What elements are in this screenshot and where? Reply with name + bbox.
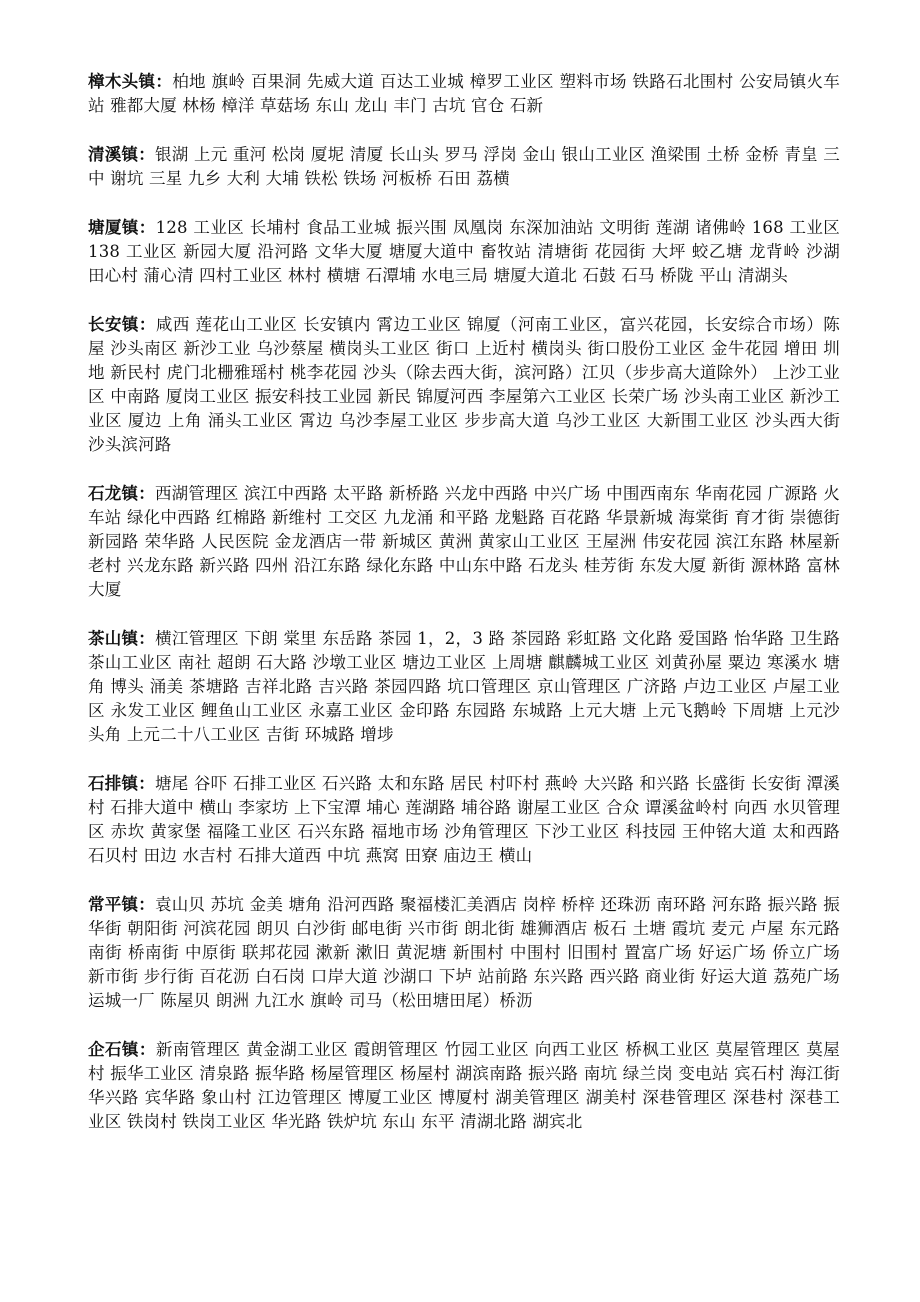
- town-areas: 塘尾 谷吓 石排工业区 石兴路 太和东路 居民 村吓村 燕岭 大兴路 和兴路 长盛街 长安街 潭溪村 石排大道中 横山 李家坊 上下宝潭 埔心 莲湖路 埔谷路 谢屋工业区 合众 谭溪盆岭村 向西 水贝管理区 赤坎 黄家堡 福隆工业区 石兴东路 福地市场 沙角管理区 下沙工业区 科技园 王仲铭大道 太和西路 石贝村 田边 水吉村 石排大道西 中坑 燕窝 田寮 庙边王 横山: [88, 774, 840, 865]
- town-entry-chashan: [88, 627, 840, 747]
- town-entry-shipai: [88, 772, 840, 868]
- town-areas: 横江管理区 下朗 棠里 东岳路 茶园 1，2，3 路 茶园路 彩虹路 文化路 爱国路 怡华路 卫生路 茶山工业区 南社 超朗 石大路 沙墩工业区 塘边工业区 上周塘 麒麟城工业区 刘黄孙屋 粟边 寒溪水 塘角 博头 涌美 茶塘路 吉祥北路 吉兴路 茶园四路 坑口管理区 京山管理区 广济路 卢边工业区 卢屋工业区 永发工业区 鲤鱼山工业区 永嘉工业区 金印路 东园路 东城路 上元大塘 上元飞鹅岭 下周塘 上元沙头角 上元二十八工业区 吉街 环城路 增埗: [88, 629, 840, 744]
- town-name: 石排镇：: [88, 774, 155, 793]
- town-areas: 袁山贝 苏坑 金美 塘角 沿河西路 聚福楼汇美酒店 岗梓 桥梓 还珠沥 南环路 河东路 振兴路 振华街 朝阳街 河滨花园 朗贝 白沙街 邮电街 兴市街 朗北街 雄狮酒店 板石 土塘 霞坑 麦元 卢屋 东元路 南街 桥南街 中原街 联邦花园 漱新 漱旧 黄泥塘 新围村 中围村 旧围村 置富广场 好运广场 侨立广场 新市街 步行街 百花沥 白石岗 口岸大道 沙湖口 下垆 站前路 东兴路 西兴路 商业街 好运大道 荔苑广场 运城一厂 陈屋贝 朗洲 九江水 旗岭 司马（松田塘田尾）桥沥: [88, 895, 840, 1010]
- town-entry-shilong: [88, 482, 840, 602]
- town-areas: 柏地 旗岭 百果洞 先威大道 百达工业城 樟罗工业区 塑料市场 铁路石北围村 公安局镇火车站 雅都大厦 林杨 樟洋 草菇场 东山 龙山 丰门 古坑 官仓 石新: [88, 72, 840, 115]
- town-entry-qingxi: [88, 143, 840, 191]
- town-entry-changping: [88, 893, 840, 1013]
- town-name: 石龙镇：: [88, 484, 155, 503]
- document-page: [88, 70, 840, 1159]
- town-name: 茶山镇：: [88, 629, 156, 648]
- town-entry-changan: [88, 313, 840, 457]
- town-name: 清溪镇：: [88, 145, 155, 164]
- town-name: 企石镇：: [88, 1040, 156, 1059]
- town-name: 塘厦镇：: [88, 218, 156, 237]
- town-name: 樟木头镇：: [88, 72, 173, 91]
- town-areas: 128 工业区 长埔村 食品工业城 振兴围 凤凰岗 东深加油站 文明街 莲湖 诸佛岭 168 工业区 138 工业区 新园大厦 沿河路 文华大厦 塘厦大道中 畜牧站 清塘街 花园街 大坪 蛟乙塘 龙背岭 沙湖 田心村 蒲心清 四村工业区 林村 横塘 石潭埔 水电三局 塘厦大道北 石鼓 石马 桥陇 平山 清湖头: [88, 218, 840, 285]
- town-name: 长安镇：: [88, 315, 156, 334]
- town-entry-qishi: [88, 1038, 840, 1134]
- town-name: 常平镇：: [88, 895, 155, 914]
- town-entry-zhangmutou: [88, 70, 840, 118]
- town-areas: 咸西 莲花山工业区 长安镇内 霄边工业区 锦厦（河南工业区，富兴花园，长安综合市场）陈屋 沙头南区 新沙工业 乌沙蔡屋 横岗头工业区 街口 上近村 横岗头 街口股份工业区 金牛花园 增田 圳地 新民村 虎门北栅雅瑶村 桃李花园 沙头（除去西大街，滨河路）江贝（步步高大道除外） 上沙工业区 中南路 厦岗工业区 振安科技工业园 新民 锦厦河西 李屋第六工业区 长荣广场 沙头南工业区 新沙工业区 厦边 上角 涌头工业区 霄边 乌沙李屋工业区 步步高大道 乌沙工业区 大新围工业区 沙头西大街 沙头滨河路: [88, 315, 840, 454]
- town-areas: 银湖 上元 重河 松岗 厦坭 清厦 长山头 罗马 浮岗 金山 银山工业区 渔梁围 土桥 金桥 青皇 三中 谢坑 三星 九乡 大利 大埔 铁松 铁场 河板桥 石田 荔横: [88, 145, 840, 188]
- town-entry-tangxia: [88, 216, 840, 288]
- town-areas: 新南管理区 黄金湖工业区 霞朗管理区 竹园工业区 向西工业区 桥枫工业区 莫屋管理区 莫屋村 振华工业区 清泉路 振华路 杨屋管理区 杨屋村 湖滨南路 振兴路 南坑 绿兰岗 变电站 宾石村 海江街 华兴路 宾华路 象山村 江边管理区 博厦工业区 博厦村 湖美管理区 湖美村 深巷管理区 深巷村 深巷工业区 铁岗村 铁岗工业区 华光路 铁炉坑 东山 东平 清湖北路 湖宾北: [88, 1040, 840, 1131]
- town-areas: 西湖管理区 滨江中西路 太平路 新桥路 兴龙中西路 中兴广场 中围西南东 华南花园 广源路 火车站 绿化中西路 红棉路 新维村 工交区 九龙涌 和平路 龙魁路 百花路 华景新城 海棠街 育才街 崇德街 新园路 荣华路 人民医院 金龙酒店一带 新城区 黄洲 黄家山工业区 王屋洲 伟安花园 滨江东路 林屋新老村 兴龙东路 新兴路 四州 沿江东路 绿化东路 中山东中路 石龙头 桂芳街 东发大厦 新街 源林路 富林大厦: [88, 484, 840, 599]
